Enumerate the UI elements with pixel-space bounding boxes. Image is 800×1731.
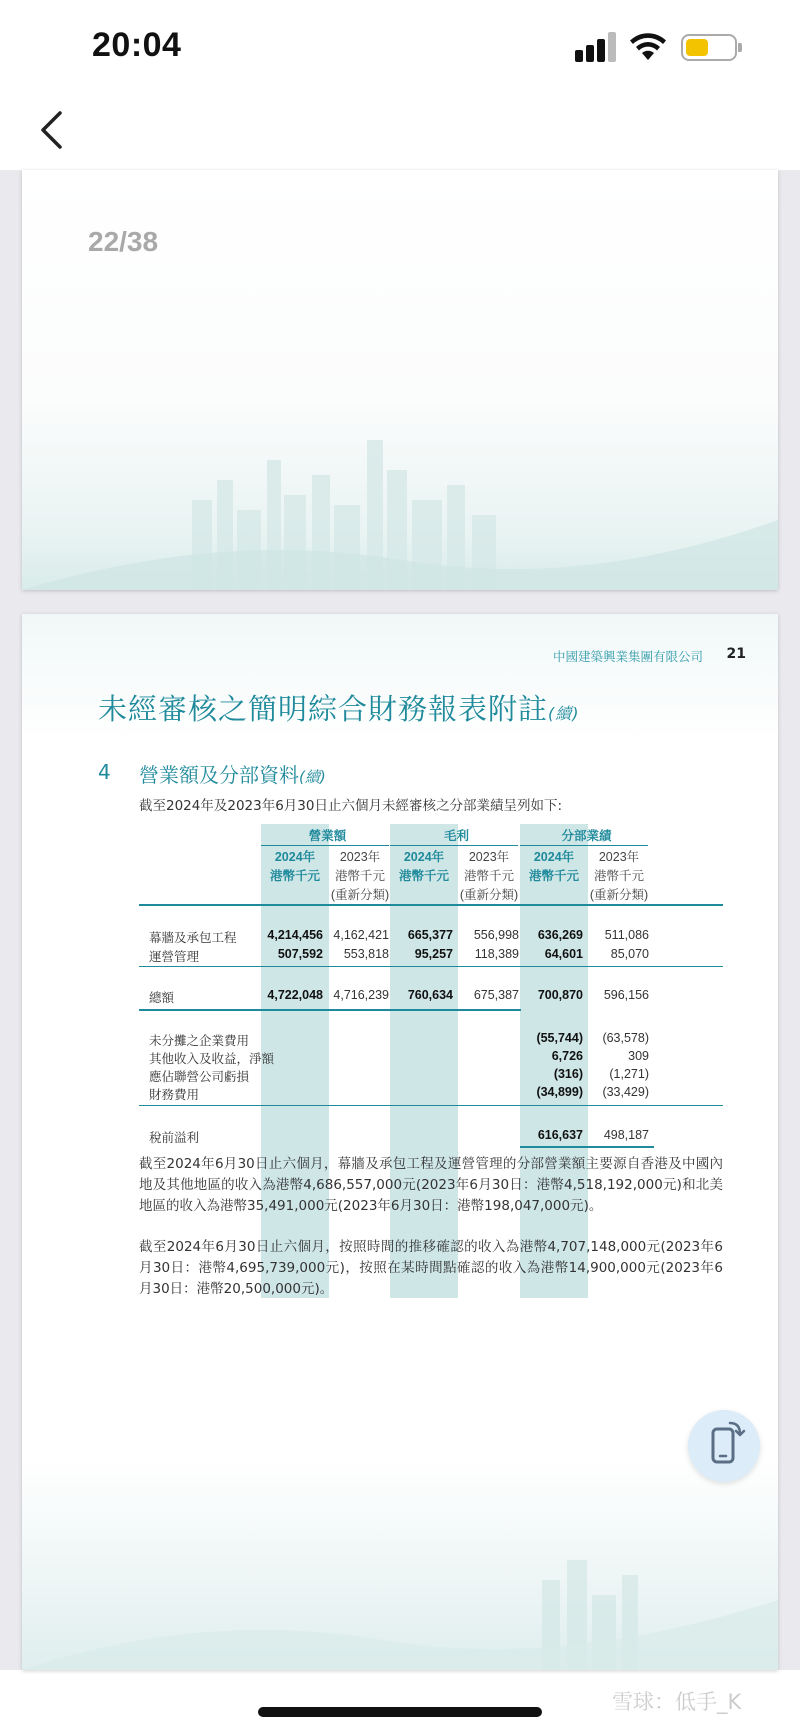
table-cell: (1,271) (609, 1067, 649, 1081)
city-skyline-image (22, 1520, 778, 1670)
group-underline (261, 845, 389, 846)
title-text: 未經審核之簡明綜合財務報表附註 (98, 692, 549, 726)
group-underline (390, 845, 518, 846)
section-title-text: 營業額及分部資料 (139, 763, 299, 787)
section-intro: 截至2024年及2023年6月30日止六個月未經審核之分部業績呈列如下: (139, 798, 563, 814)
table-rule (139, 1009, 521, 1011)
table-cell: 675,387 (473, 988, 519, 1002)
group-underline (520, 845, 648, 846)
cellular-signal-icon (575, 32, 619, 62)
rotate-screen-button[interactable] (688, 1410, 760, 1482)
table-cell: 4,214,456 (267, 928, 323, 942)
col-header-2024: 2024年 港幣千元 (269, 850, 320, 883)
title-continued: (續) (548, 704, 580, 723)
previous-page (22, 170, 778, 590)
row-label: 總額 (149, 991, 175, 1005)
table-cell: (55,744) (536, 1031, 583, 1045)
report-page-number: 21 (726, 646, 746, 662)
table-cell: 511,086 (604, 928, 649, 942)
row-label: 財務費用 (149, 1088, 200, 1102)
table-cell: 95,257 (414, 947, 453, 961)
group-header-segment-results: 分部業績 (561, 829, 612, 843)
col-header-2023: 2023年 港幣千元 (重新分類) (589, 850, 649, 902)
row-label: 運營管理 (149, 950, 200, 964)
table-cell: (63,578) (602, 1031, 649, 1045)
table-rule (139, 1105, 723, 1106)
table-cell: (34,899) (536, 1085, 583, 1099)
battery-icon (681, 34, 737, 61)
page-title (98, 687, 580, 728)
section-continued: (續) (299, 768, 326, 786)
table-rule (139, 966, 723, 967)
document-viewer[interactable] (0, 170, 800, 1670)
table-cell: 4,162,421 (333, 928, 389, 942)
group-header-revenue: 營業額 (308, 829, 347, 843)
city-skyline-image (22, 400, 778, 590)
table-cell: 700,870 (537, 988, 583, 1002)
row-label: 其他收入及收益，淨額 (149, 1052, 275, 1066)
col-header-2024: 2024年 港幣千元 (398, 850, 449, 883)
table-cell: 6,726 (551, 1049, 583, 1063)
home-indicator[interactable] (258, 1707, 542, 1717)
table-rule (520, 1146, 654, 1148)
col-header-2024: 2024年 港幣千元 (528, 850, 579, 883)
header-rule (139, 904, 723, 906)
table-cell: 616,637 (537, 1128, 583, 1142)
table-cell: 118,389 (474, 947, 519, 961)
table-cell: 596,156 (603, 988, 649, 1002)
row-label: 應佔聯營公司虧損 (149, 1070, 250, 1084)
table-cell: 760,634 (407, 988, 453, 1002)
table-cell: 498,187 (603, 1128, 649, 1142)
phone-rotate-icon (688, 1410, 760, 1482)
table-cell: 553,818 (343, 947, 389, 961)
current-page (22, 614, 778, 1670)
table-cell: (316) (553, 1067, 583, 1081)
section-number: 4 (98, 760, 111, 784)
clock: 20:04 (92, 26, 182, 64)
group-header-gross-profit: 毛利 (443, 829, 469, 843)
table-cell: 636,269 (537, 928, 583, 942)
company-name: 中國建築興業集團有限公司 (552, 649, 703, 664)
note-paragraph: 截至2024年6月30日止六個月，按照時間的推移確認的收入為港幣4,707,148,000元(2023年6月30日：港幣4,695,739,000元)，按照在某時間點確認的收入為港幣14,900,000元(2023年6月30日：港幣20,500,000元)。 (139, 1239, 723, 1297)
notes (139, 1154, 723, 1320)
page-counter: 22/38 (88, 226, 159, 257)
table-cell: 4,722,048 (267, 988, 323, 1002)
note-paragraph: 截至2024年6月30日止六個月，幕牆及承包工程及運營管理的分部營業額主要源自香港及中國內地及其他地區的收入為港幣4,686,557,000元(2023年6月30日：港幣4,518,192,000元)和北美地區的收入為港幣35,491,000元(2023年6月30日：港幣198,047,000元)。 (139, 1156, 723, 1214)
col-header-2023: 2023年 港幣千元 (重新分類) (330, 850, 390, 902)
table-cell: 665,377 (407, 928, 453, 942)
table-cell: 309 (628, 1049, 649, 1063)
table-cell: 556,998 (473, 928, 519, 942)
row-label: 幕牆及承包工程 (149, 931, 237, 945)
row-label: 未分攤之企業費用 (149, 1034, 250, 1048)
col-header-2023: 2023年 港幣千元 (重新分類) (459, 850, 519, 902)
table-cell: 85,070 (610, 947, 649, 961)
table-cell: (33,429) (602, 1085, 649, 1099)
row-label: 稅前溢利 (149, 1131, 200, 1145)
back-button[interactable] (30, 105, 80, 155)
table-cell: 507,592 (277, 947, 323, 961)
status-bar (0, 0, 800, 95)
wifi-icon (628, 32, 668, 62)
table-cell: 64,601 (544, 947, 583, 961)
watermark: 雪球：低手_K (612, 1690, 742, 1714)
section-title (139, 759, 326, 788)
table-cell: 4,716,239 (333, 988, 389, 1002)
